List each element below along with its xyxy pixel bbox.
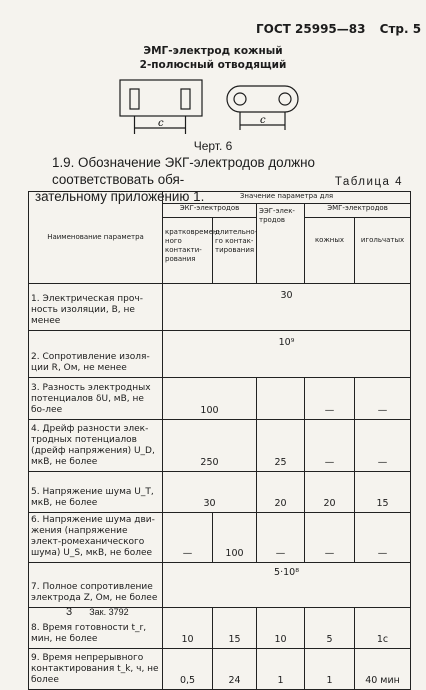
row-6-emg-skin: — xyxy=(305,513,355,563)
row-8-eeg: 10 xyxy=(257,608,305,649)
row-5-eeg: 20 xyxy=(257,472,305,513)
paragraph-line2: зательному приложению 1. xyxy=(35,189,205,204)
header-param-name: Наименование параметра xyxy=(29,192,163,284)
figure-title-line2: 2-полюсный отводящий xyxy=(139,59,287,71)
row-3-eeg xyxy=(257,378,305,420)
header-emg: ЭМГ-электродов xyxy=(305,204,411,218)
row-1-value: 30 xyxy=(163,284,411,331)
row-8-name: 8. Время готовности t_r, мин, не более xyxy=(29,608,163,649)
figure-title-line1: ЭМГ-электрод кожный xyxy=(143,45,283,57)
row-9-name: 9. Время непрерывного контактирования t_k, ч, не более xyxy=(29,649,163,690)
row-6-ekg-short: — xyxy=(163,513,213,563)
paragraph-line1: 1.9. Обозначение ЭКГ-электродов должно соответствовать обя- xyxy=(52,155,315,187)
row-4-ekg: 250 xyxy=(163,420,257,472)
row-7-name: 7. Полное сопротивление электрода Z, Ом, не более xyxy=(29,563,163,608)
row-4-eeg: 25 xyxy=(257,420,305,472)
row-7-value: 5·10⁸ xyxy=(163,563,411,608)
row-9-emg-skin: 1 xyxy=(305,649,355,690)
header-eeg: ЭЭГ-элек-тродов xyxy=(257,204,305,284)
header-emg-skin: кожных xyxy=(305,218,355,284)
table-row xyxy=(29,284,411,331)
row-8-ekg-long: 15 xyxy=(213,608,257,649)
dim-label-right: c xyxy=(260,115,266,126)
row-8-ekg-short: 10 xyxy=(163,608,213,649)
header-emg-needle: игольчатых xyxy=(355,218,411,284)
footer-order: Зак. 3792 xyxy=(89,607,129,617)
row-5-ekg: 30 xyxy=(163,472,257,513)
table-row xyxy=(29,649,411,690)
row-3-emg-needle: — xyxy=(355,378,411,420)
row-6-ekg-long: 100 xyxy=(213,513,257,563)
table-row xyxy=(29,563,411,608)
row-9-emg-needle: 40 мин xyxy=(355,649,411,690)
row-9-ekg-short: 0,5 xyxy=(163,649,213,690)
rect-electrode-pole-right xyxy=(181,89,190,109)
header-ekg-short: кратковремен-ного контакти-рования xyxy=(163,218,213,284)
header-value-group: Значение параметра для xyxy=(163,192,411,204)
row-6-emg-needle: — xyxy=(355,513,411,563)
footer-page-number: 3 xyxy=(66,606,73,618)
table-row xyxy=(29,472,411,513)
standard-number: ГОСТ 25995—83 xyxy=(256,22,366,36)
row-5-name: 5. Напряжение шума U_T, мкВ, не более xyxy=(29,472,163,513)
row-5-emg-needle: 15 xyxy=(355,472,411,513)
row-4-emg-needle: — xyxy=(355,420,411,472)
table-row xyxy=(29,378,411,420)
row-6-name: 6. Напряжение шума дви-жения (напряжение элект-ромеханического шума) U_S, мкВ, не более xyxy=(29,513,163,563)
oval-electrode-pole-left xyxy=(234,93,246,105)
page-header xyxy=(256,22,422,36)
oval-electrode-pole-right xyxy=(279,93,291,105)
figure-title xyxy=(0,44,426,72)
row-1-name: 1. Электрическая проч-ность изоляции, В, не менее xyxy=(29,284,163,331)
table-label: Таблица 4 xyxy=(334,176,403,188)
row-4-emg-skin: — xyxy=(305,420,355,472)
table-row xyxy=(29,513,411,563)
row-6-eeg: — xyxy=(257,513,305,563)
row-9-eeg: 1 xyxy=(257,649,305,690)
figure-caption: Черт. 6 xyxy=(193,139,233,153)
page-footer xyxy=(66,606,129,618)
oval-electrode-body xyxy=(227,86,298,112)
header-ekg: ЭКГ-электродов xyxy=(163,204,257,218)
rect-electrode-pole-left xyxy=(130,89,139,109)
row-2-value: 10⁹ xyxy=(163,331,411,378)
table-row xyxy=(29,420,411,472)
header-ekg-long: длительно-го контак-тирования xyxy=(213,218,257,284)
row-3-name: 3. Разность электродных потенциалов δU, мВ, не бо-лее xyxy=(29,378,163,420)
row-8-emg-needle: 1c xyxy=(355,608,411,649)
table-row xyxy=(29,331,411,378)
row-5-emg-skin: 20 xyxy=(305,472,355,513)
row-3-ekg: 100 xyxy=(163,378,257,420)
row-9-ekg-long: 24 xyxy=(213,649,257,690)
electrode-drawing xyxy=(110,76,320,138)
row-4-name: 4. Дрейф разности элек-тродных потенциалов (дрейф напряжения) U_D, мкВ, не более xyxy=(29,420,163,472)
row-3-emg-skin: — xyxy=(305,378,355,420)
row-8-emg-skin: 5 xyxy=(305,608,355,649)
dim-label-left: c xyxy=(158,118,164,129)
row-2-name: 2. Сопротивление изоля-ции R, Ом, не менее xyxy=(29,331,163,378)
page-number-header: Стр. 5 xyxy=(379,22,422,36)
